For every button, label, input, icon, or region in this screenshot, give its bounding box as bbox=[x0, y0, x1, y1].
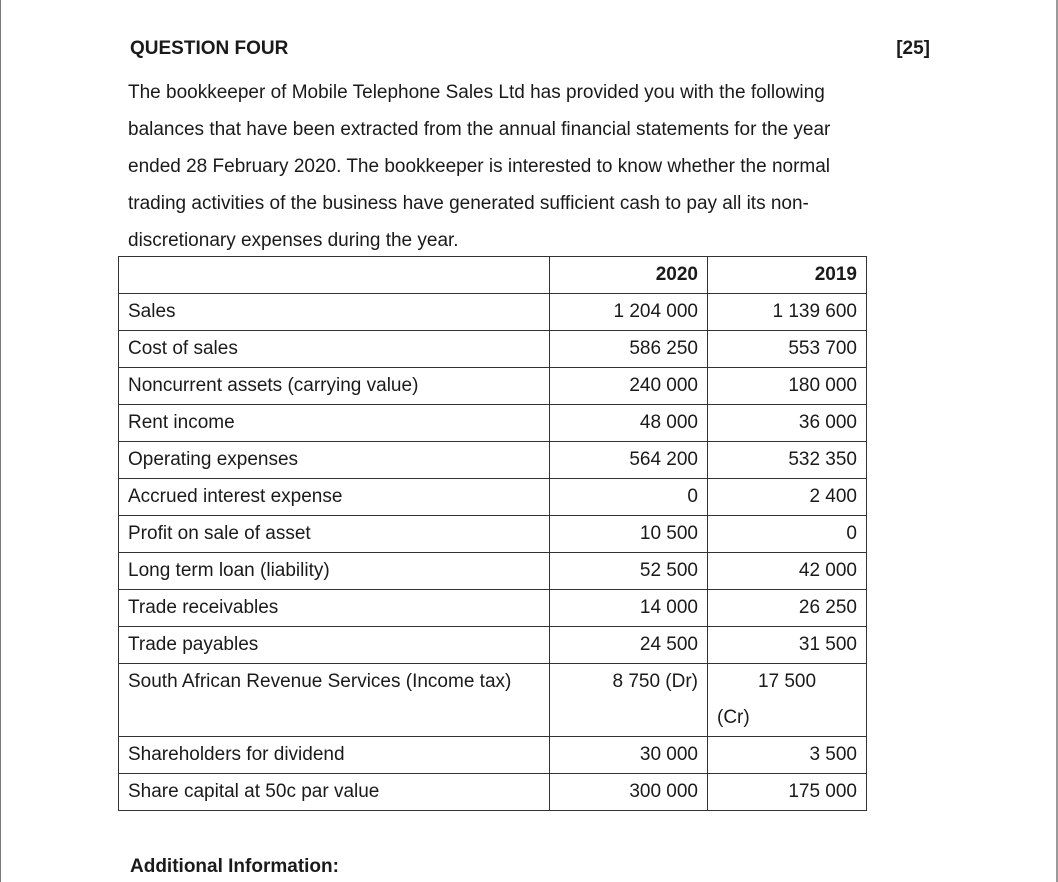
value-2020: 0 bbox=[550, 479, 708, 516]
question-title: QUESTION FOUR bbox=[130, 38, 289, 59]
row-label: Trade receivables bbox=[119, 590, 550, 627]
value-2020: 8 750 (Dr) bbox=[550, 664, 708, 737]
intro-line: discretionary expenses during the year. bbox=[128, 230, 459, 251]
table-header-row bbox=[119, 257, 867, 294]
table-row bbox=[119, 368, 867, 405]
row-label: Operating expenses bbox=[119, 442, 550, 479]
row-label: Rent income bbox=[119, 405, 550, 442]
row-label: Accrued interest expense bbox=[119, 479, 550, 516]
header-cell-2020: 2020 bbox=[550, 257, 708, 294]
table-row bbox=[119, 331, 867, 368]
intro-paragraph bbox=[128, 74, 928, 259]
value-2020: 586 250 bbox=[550, 331, 708, 368]
value-2019: 2 400 bbox=[708, 479, 867, 516]
value-2020: 24 500 bbox=[550, 627, 708, 664]
table-row bbox=[119, 516, 867, 553]
row-label: Profit on sale of asset bbox=[119, 516, 550, 553]
row-label: South African Revenue Services (Income tax) bbox=[119, 664, 550, 737]
table-row bbox=[119, 553, 867, 590]
header-cell-label bbox=[119, 257, 550, 294]
table-row bbox=[119, 405, 867, 442]
row-label: Trade payables bbox=[119, 627, 550, 664]
value-2019: 31 500 bbox=[708, 627, 867, 664]
value-2019: 180 000 bbox=[708, 368, 867, 405]
value-2019: 175 000 bbox=[708, 774, 867, 811]
intro-line: The bookkeeper of Mobile Telephone Sales Ltd has provided you with the following bbox=[128, 82, 825, 103]
value-2020: 240 000 bbox=[550, 368, 708, 405]
value-2019-amount: 17 500 bbox=[757, 671, 817, 692]
intro-line: balances that have been extracted from the annual financial statements for the year bbox=[128, 119, 831, 140]
intro-line: ended 28 February 2020. The bookkeeper is interested to know whether the normal bbox=[128, 156, 831, 177]
value-2020: 10 500 bbox=[550, 516, 708, 553]
value-2020: 300 000 bbox=[550, 774, 708, 811]
value-2019-side: (Cr) bbox=[717, 707, 750, 728]
table-row bbox=[119, 442, 867, 479]
table-row bbox=[119, 479, 867, 516]
table-row bbox=[119, 774, 867, 811]
value-2019: 553 700 bbox=[708, 331, 867, 368]
row-label: Long term loan (liability) bbox=[119, 553, 550, 590]
value-2019: 1 139 600 bbox=[708, 294, 867, 331]
value-2019: 0 bbox=[708, 516, 867, 553]
value-2020: 14 000 bbox=[550, 590, 708, 627]
question-marks: [25] bbox=[896, 38, 930, 59]
value-2020: 1 204 000 bbox=[550, 294, 708, 331]
header-cell-2019: 2019 bbox=[708, 257, 867, 294]
intro-line: trading activities of the business have generated sufficient cash to pay all its non- bbox=[128, 193, 809, 214]
table-row bbox=[119, 294, 867, 331]
table-row bbox=[119, 664, 867, 737]
value-2019 bbox=[708, 664, 867, 737]
value-2019: 36 000 bbox=[708, 405, 867, 442]
table-row bbox=[119, 590, 867, 627]
value-2020: 48 000 bbox=[550, 405, 708, 442]
row-label: Cost of sales bbox=[119, 331, 550, 368]
table-row bbox=[119, 737, 867, 774]
value-2019: 3 500 bbox=[708, 737, 867, 774]
value-2019: 26 250 bbox=[708, 590, 867, 627]
table-row bbox=[119, 627, 867, 664]
balances-table bbox=[118, 256, 867, 811]
additional-information-heading: Additional Information: bbox=[130, 856, 339, 877]
row-label: Sales bbox=[119, 294, 550, 331]
row-label: Share capital at 50c par value bbox=[119, 774, 550, 811]
value-2020: 52 500 bbox=[550, 553, 708, 590]
value-2019: 532 350 bbox=[708, 442, 867, 479]
value-2019: 42 000 bbox=[708, 553, 867, 590]
row-label: Shareholders for dividend bbox=[119, 737, 550, 774]
row-label: Noncurrent assets (carrying value) bbox=[119, 368, 550, 405]
value-2020: 564 200 bbox=[550, 442, 708, 479]
value-2020: 30 000 bbox=[550, 737, 708, 774]
